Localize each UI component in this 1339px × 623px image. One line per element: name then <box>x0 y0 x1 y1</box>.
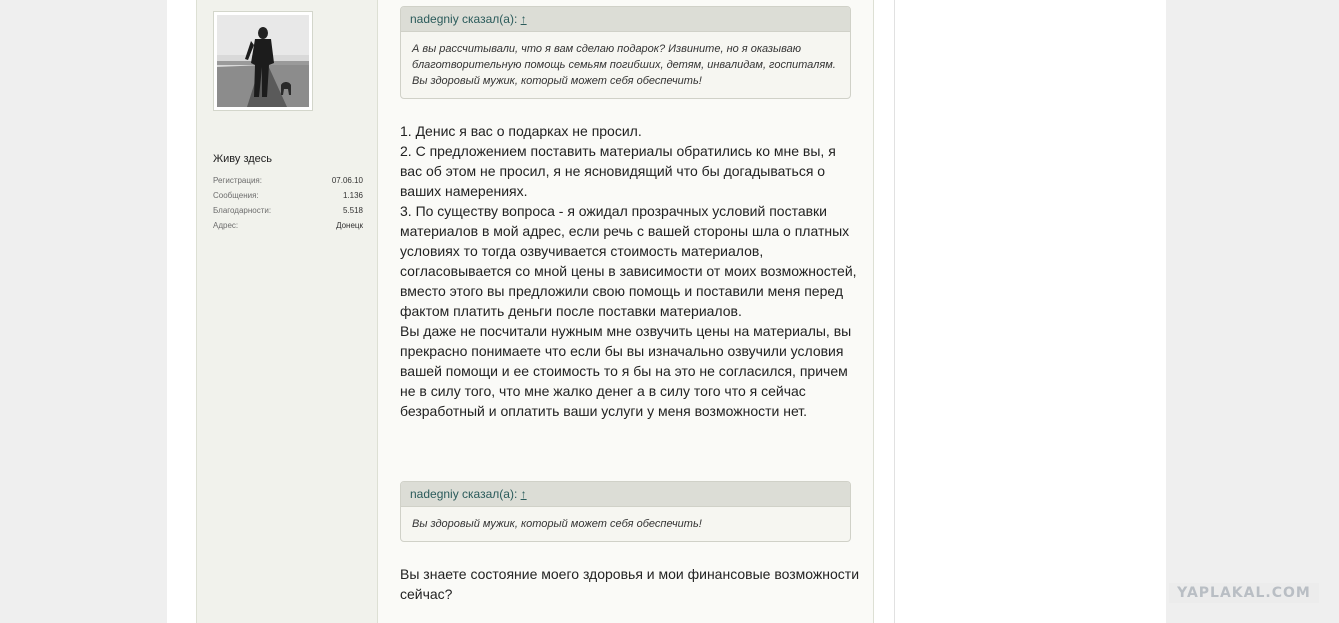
stat-label: Регистрация: <box>213 176 262 185</box>
quote-author: nadegniy сказал(а): <box>410 487 518 501</box>
post-text-final <box>400 564 860 604</box>
stat-thanks <box>213 205 363 220</box>
site-watermark: YAPLAKAL.COM <box>1169 583 1319 603</box>
user-title: Живу здесь <box>213 153 273 165</box>
stat-value: 07.06.10 <box>331 176 363 185</box>
quote-source-link[interactable]: ↑ <box>520 12 527 26</box>
right-column <box>894 0 1166 623</box>
stat-label: Сообщения: <box>213 191 259 200</box>
quote-author: nadegniy сказал(а): <box>410 12 518 26</box>
stat-value: Донецк <box>336 221 363 230</box>
post-paragraph: Вы даже не посчитали нужным мне озвучить цены на материалы, вы прекрасно понимаете что если бы вы изначально озвучили условия вашей помощи и ее стоимость то я бы на это не согласился, причем не в силу того, что мне жалко денег а в силу того что я сейчас безработный и оплатить ваши услуги у меня возможности нет. <box>400 323 852 419</box>
stat-registration <box>213 175 363 190</box>
stat-value: 1.136 <box>342 191 363 200</box>
user-info-panel <box>196 0 378 623</box>
quote-source-link[interactable]: ↑ <box>520 487 527 501</box>
quote-header <box>401 482 850 507</box>
avatar[interactable] <box>217 15 309 107</box>
post-body <box>378 0 874 623</box>
user-stats <box>213 175 363 235</box>
stat-label: Благодарности: <box>213 206 272 215</box>
post-text <box>400 121 860 421</box>
stat-label: Адрес: <box>213 221 239 230</box>
post-paragraph: 1. Денис я вас о подарках не просил. <box>400 123 642 139</box>
quote-block-2 <box>400 481 851 542</box>
quote-text: Вы здоровый мужик, который может себя обеспечить! <box>412 518 702 530</box>
quote-block-1 <box>400 6 851 99</box>
quote-header <box>401 7 850 32</box>
avatar-frame[interactable] <box>213 11 313 111</box>
post-paragraph: 2. С предложением поставить материалы обратились ко мне вы, я вас об этом не просил, я не ясновидящий что бы догадываться о ваших намерениях. <box>400 143 836 199</box>
stat-address <box>213 220 363 235</box>
quote-text: А вы рассчитывали, что я вам сделаю подарок? Извините, но я оказываю благотворительную помощь семьям погибших, детям, инвалидам, госпиталям. Вы здоровый мужик, который может себя обеспечить! <box>412 43 836 87</box>
stat-messages <box>213 190 363 205</box>
post-paragraph: Вы знаете состояние моего здоровья и мои финансовые возможности сейчас? <box>400 566 860 602</box>
stat-value: 5.518 <box>342 206 363 215</box>
post-paragraph: 3. По существу вопроса - я ожидал прозрачных условий поставки материалов в мой адрес, если речь с вашей стороны шла о платных условиях то тогда озвучивается стоимость материалов, согласовывается со мной цены в зависимости от моих возможностей, вместо этого вы предложили свою помощь и поставили меня перед фактом платить деньги после поставки материалов. <box>400 203 857 319</box>
